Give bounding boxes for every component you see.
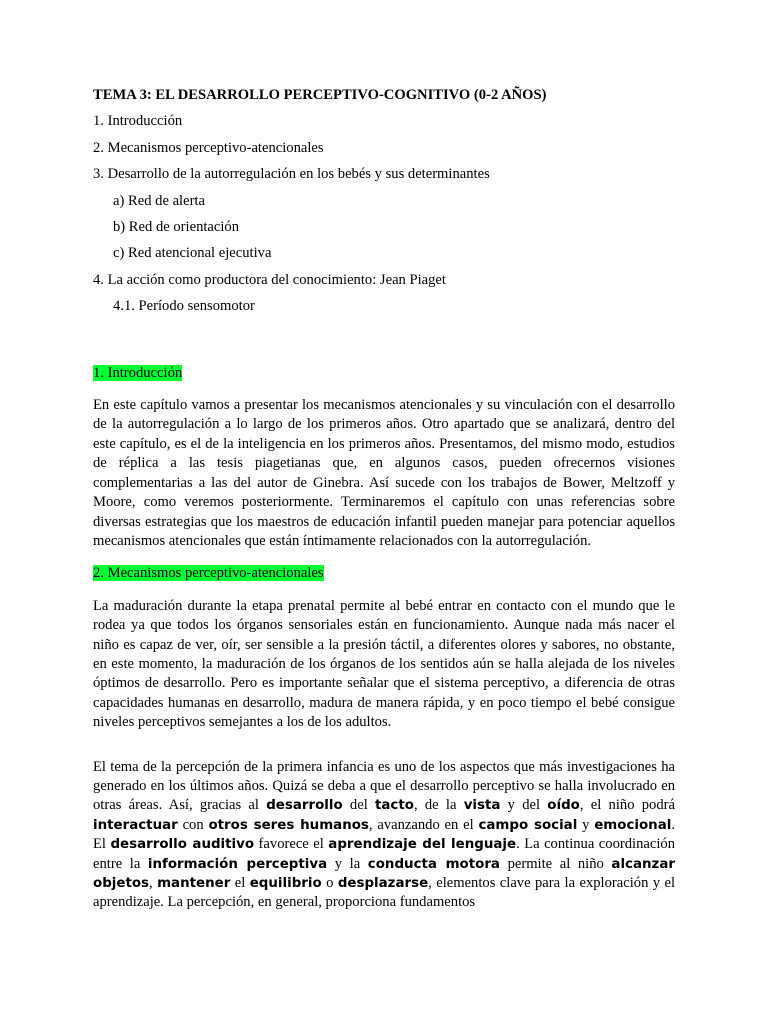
text-run: con xyxy=(177,816,209,833)
bold-term: aprendizaje del lenguaje xyxy=(328,837,517,853)
toc-item-introduccion: 1. Introducción xyxy=(93,113,183,130)
document-title: TEMA 3: EL DESARROLLO PERCEPTIVO-COGNITIVO (0-2 AÑOS) xyxy=(93,87,547,103)
paragraph-gap xyxy=(93,746,675,758)
toc-item-mecanismos: 2. Mecanismos perceptivo-atencionales xyxy=(93,139,324,156)
document-page xyxy=(93,86,675,926)
text-run: favorece el xyxy=(254,836,329,853)
bold-term: mantener xyxy=(157,876,231,891)
bold-term: desplazarse xyxy=(337,876,429,891)
bold-term: equilibrio xyxy=(249,876,322,891)
bold-term: campo social xyxy=(478,817,578,833)
bold-term: alcanzar objetos xyxy=(93,856,675,891)
bold-term: desarrollo xyxy=(266,798,343,814)
highlighted-heading: 1. Introducción xyxy=(93,364,183,381)
text-run: . La continua coordinación entre la xyxy=(93,836,675,872)
paragraph-maduracion: La maduración durante la etapa prenatal permite al bebé entrar en contacto con el mundo que le rodea ya que todos los órganos sensoriales están en funcionamiento. Aunque nada más nacer el niño es capaz de ver, oír, ser sensible a la presión táctil, a diferentes olores y sabores, no obstante, en este momento, la maduración de los órganos de los sentidos aún se halla alejada de los niveles óptimos de desarrollo. Pero es importante señalar que el sistema perceptivo, a diferencia de otras capacidades humanas en desarrollo, madura de manera rápida, y en poco tiempo el bebé consigue niveles perceptivos semejantes a los de los adultos. xyxy=(93,597,675,731)
highlighted-heading: 2. Mecanismos perceptivo-atencionales xyxy=(93,565,324,582)
bold-term: interactuar xyxy=(93,817,178,833)
text-run: , el niño podrá xyxy=(579,797,675,814)
bold-term: oído xyxy=(547,798,580,814)
toc-item-red-ejecutiva: c) Red atencional ejecutiva xyxy=(113,245,272,262)
bold-term: información perceptiva xyxy=(147,856,328,872)
paragraph-introduccion: En este capítulo vamos a presentar los mecanismos atencionales y su vinculación con el desarrollo de la autorregulación a lo largo de los primeros años. Otro apartado que se analizará, dentro del este capítulo, es el de la inteligencia en los primeros años. Presentamos, del mismo modo, estudios de réplica a las tesis piagetianas que, en algunos casos, pueden ofrecernos visiones complementarias a las del autor de Ginebra. Así sucede con los trabajos de Bower, Meltzoff y Moore, como veremos posteriormente. Terminaremos el capítulo con unas referencias sobre diversas estrategias que los maestros de educación infantil pueden manejar para potenciar aquellos mecanismos atencionales que están íntimamente relacionados con la autorregulación. xyxy=(93,397,675,549)
toc-item-red-orientacion: b) Red de orientación xyxy=(113,219,240,236)
text-run: , de la xyxy=(413,797,464,814)
text-run: permite al niño xyxy=(499,855,612,872)
toc-item-red-alerta: a) Red de alerta xyxy=(113,192,205,209)
text-run: , xyxy=(149,875,158,891)
text-run: , elementos clave para la exploración y el aprendizaje. La percepción, en general, proporciona fundamentos xyxy=(93,875,676,911)
section-spacer xyxy=(93,324,675,364)
bold-term: vista xyxy=(463,798,501,814)
text-run: , avanzando en el xyxy=(368,816,479,833)
text-run: o xyxy=(321,875,338,891)
paragraph-percepcion xyxy=(93,758,675,913)
toc-item-piaget: 4. La acción como productora del conocimiento: Jean Piaget xyxy=(93,271,446,288)
section-heading-introduccion xyxy=(93,364,675,383)
bold-term: conducta motora xyxy=(367,856,500,872)
bold-term: otros seres humanos xyxy=(208,817,369,833)
text-run: El tema de la percepción de la primera infancia es uno de los aspectos que más investigaciones ha generado en los últimos años. Quizá se deba a que el desarrollo perceptivo se halla involucrado en otras áreas. Así, gracias al xyxy=(93,758,675,814)
text-run: y del xyxy=(500,797,548,814)
toc-item-sensomotor: 4.1. Período sensomotor xyxy=(113,298,255,315)
bold-term: tacto xyxy=(375,798,414,814)
text-run: el xyxy=(230,875,250,891)
toc-item-autorregulacion: 3. Desarrollo de la autorregulación en los bebés y sus determinantes xyxy=(93,166,490,183)
text-run: . El xyxy=(93,816,675,853)
section-heading-mecanismos xyxy=(93,564,675,583)
text-run: del xyxy=(342,797,375,814)
bold-term: emocional xyxy=(594,817,672,833)
bold-term: desarrollo auditivo xyxy=(110,837,255,853)
text-run: y xyxy=(577,816,595,833)
text-run: y la xyxy=(327,855,368,872)
